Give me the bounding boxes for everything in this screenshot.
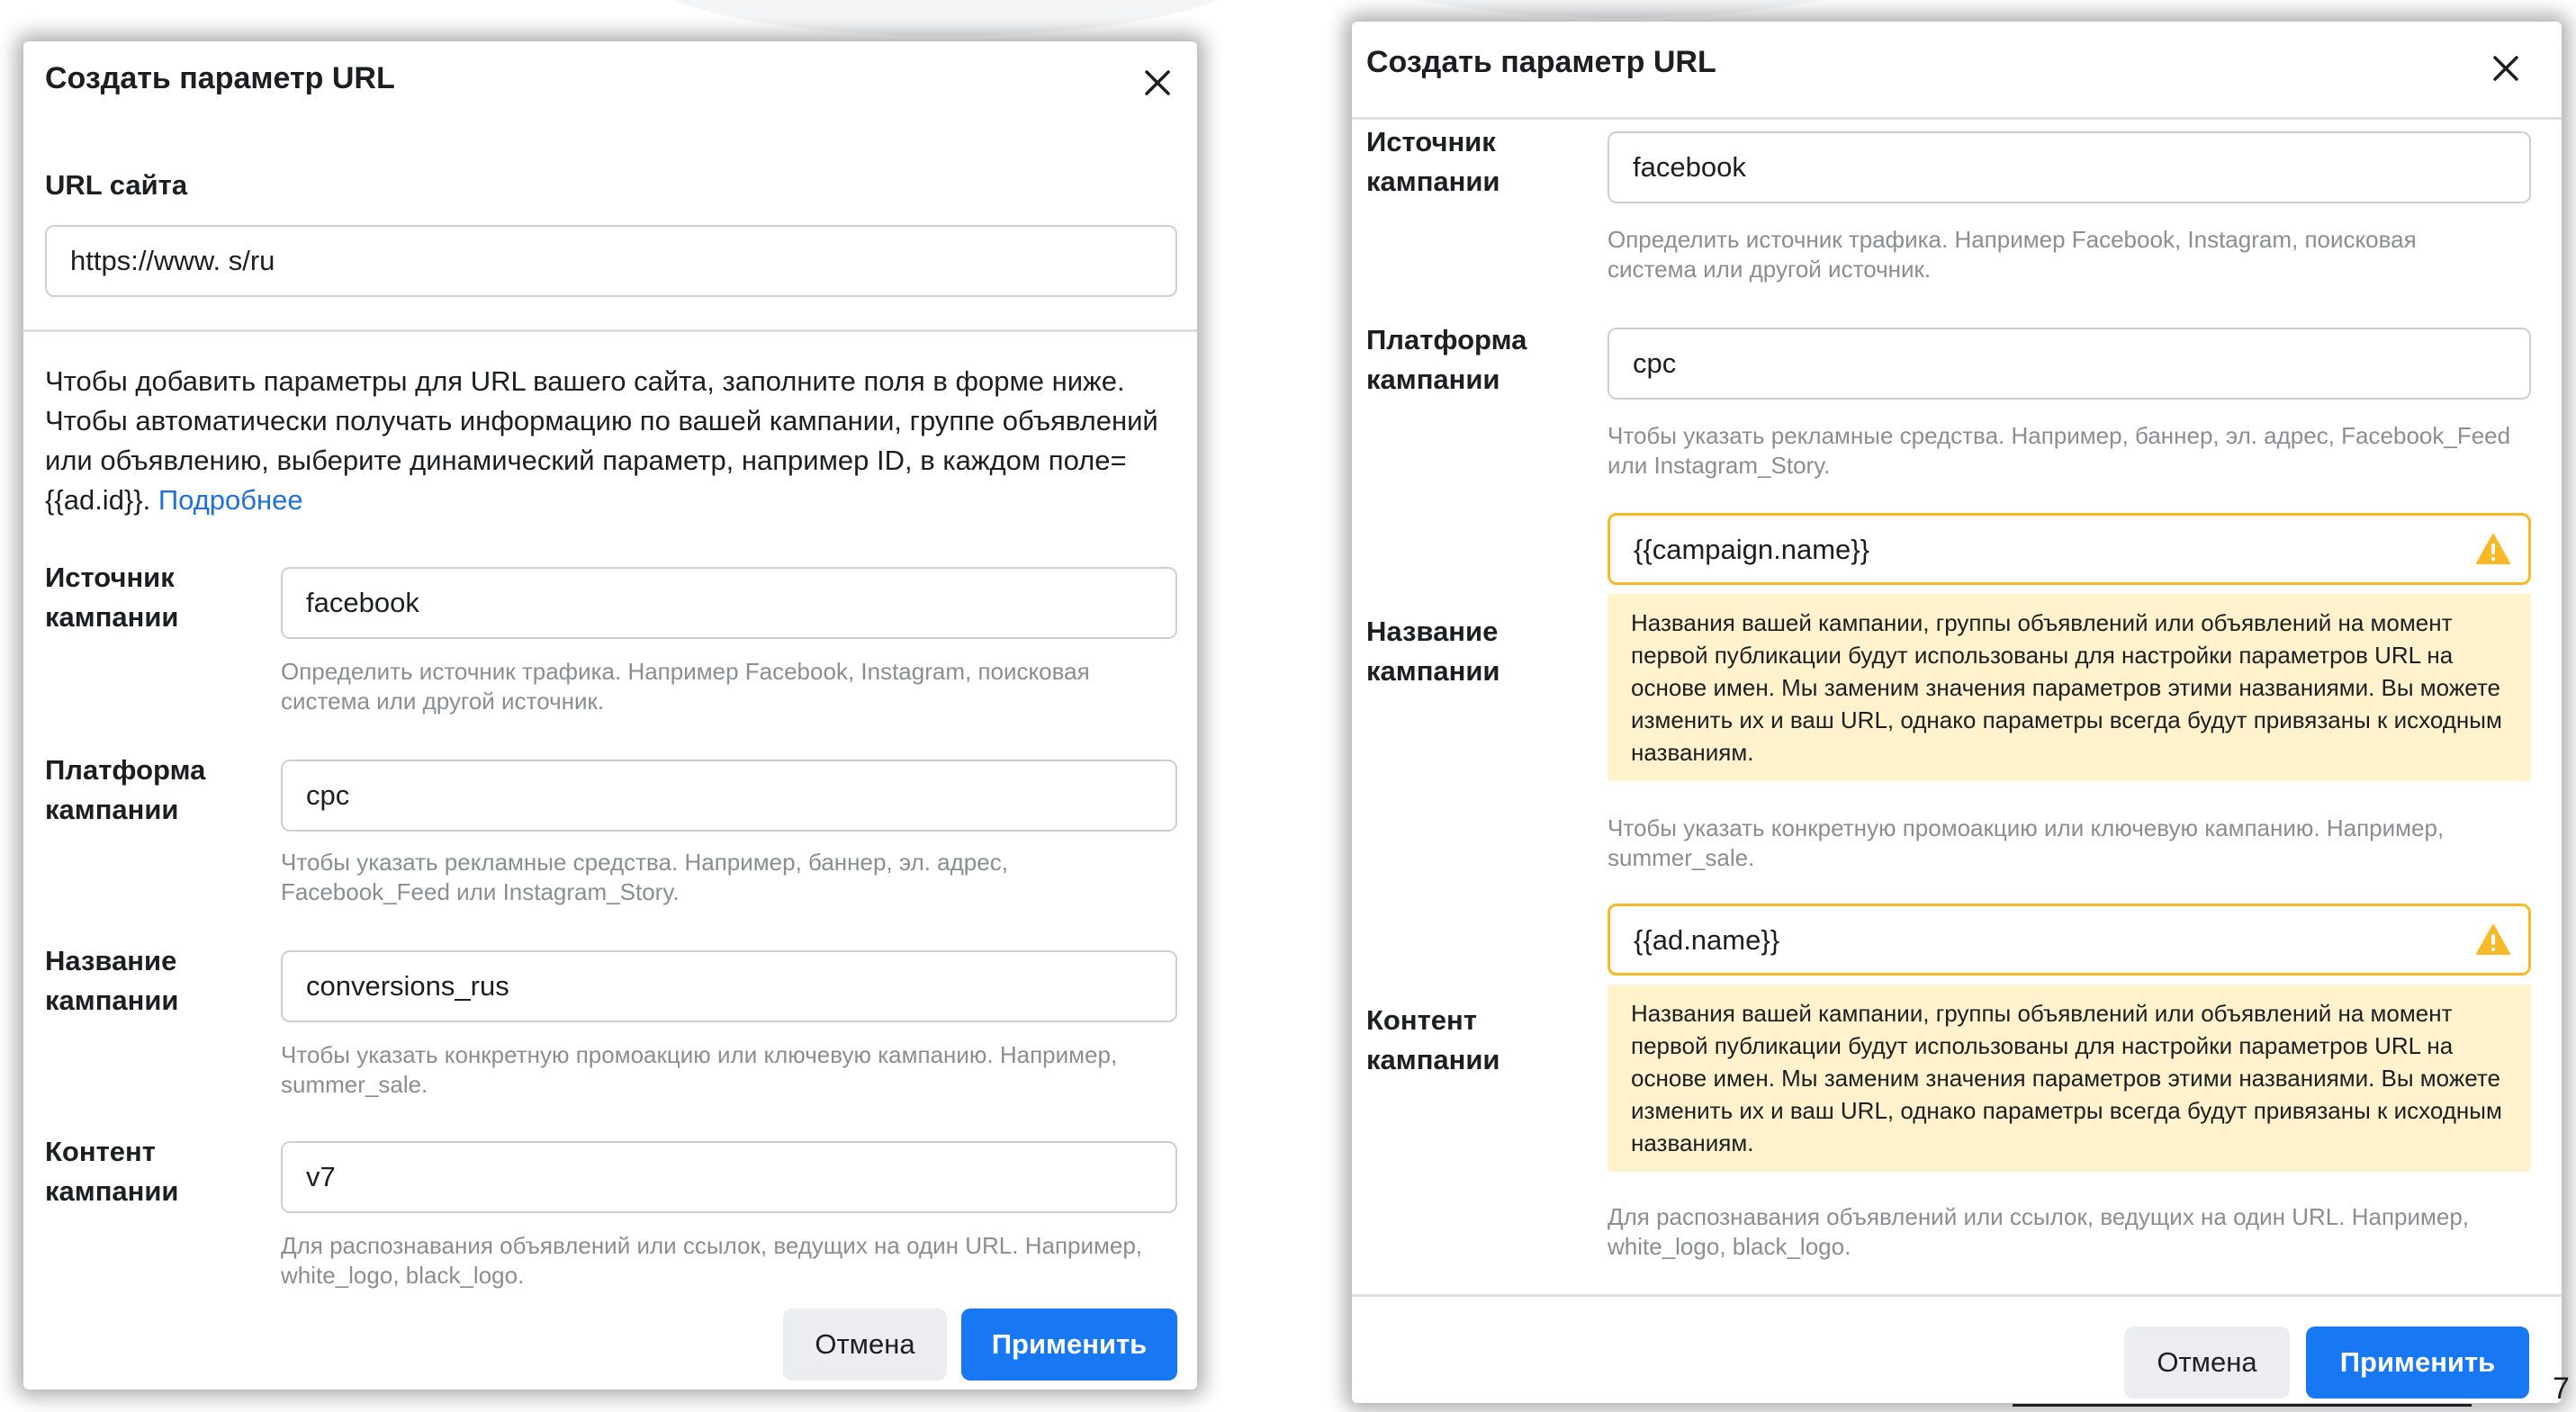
label-line: Источник [45,562,175,593]
apply-button[interactable]: Применить [2306,1327,2529,1399]
label-line: Источник [1366,126,1496,157]
campaign-name-hint: Чтобы указать конкретную промоакцию или ключевую кампанию. Например, summer_sale. [281,1041,1118,1098]
label-line: кампании [1366,364,1500,395]
campaign-source-hint: Определить источник трафика. Например Facebook, Instagram, поисковая система или другой источник. [281,658,1090,715]
label-line: Платформа [1366,324,1527,355]
campaign-medium-hint: Чтобы указать рекламные средства. Например, баннер, эл. адрес, Facebook_Feed или Instagram_Story. [1608,422,2511,479]
background-shape [1350,0,1890,18]
label-line: кампании [45,985,179,1016]
cancel-button[interactable]: Отмена [2124,1327,2290,1399]
campaign-medium-label [1366,320,1527,400]
campaign-name-hint: Чтобы указать конкретную промоакцию или ключевую кампанию. Например, summer_sale. [1608,814,2445,871]
label-line: кампании [1366,166,1500,197]
campaign-medium-input[interactable]: cpc [281,760,1177,832]
campaign-name-input[interactable]: conversions_rus [281,950,1177,1022]
campaign-content-label [45,1132,179,1211]
campaign-medium-hint: Чтобы указать рекламные средства. Например, баннер, эл. адрес, Facebook_Feed или Instagram_Story. [281,849,1008,905]
label-line: Контент [45,1136,156,1167]
campaign-source-input[interactable]: facebook [281,567,1177,639]
cancel-button[interactable]: Отмена [783,1309,947,1381]
campaign-medium-input[interactable]: cpc [1608,328,2531,400]
campaign-content-hint: Для распознавания объявлений или ссылок, ведущих на один URL. Например, white_logo, black_logo. [281,1232,1143,1289]
intro-body: Чтобы добавить параметры для URL вашего сайта, заполните поля в форме ниже. Чтобы автоматически получать информацию по вашей кампании, группе объявлений или объявлению, выберите динамический параметр, например ID, в каждом поле= {{ad.id}}. [45,365,1158,516]
divider [1352,117,2562,120]
label-line: кампании [45,794,179,825]
campaign-name-input[interactable]: {{campaign.name}} [1608,513,2531,585]
campaign-content-dynamic-note: Названия вашей кампании, группы объявлений или объявлений на момент первой публикации будут использованы для настройки параметров URL на основе имен. Мы заменим значения параметров этими названиями. Вы можете изменить их и ваш URL, однако параметры всегда будут привязаны к исходным названиям. [1608,985,2531,1172]
campaign-medium-label [45,751,205,830]
divider [23,329,1197,332]
dialog-title: Создать параметр URL [1366,45,1716,79]
dialog-title: Создать параметр URL [45,61,395,95]
campaign-source-label [1366,122,1500,202]
intro-text [45,362,1170,520]
label-line: кампании [1366,1044,1500,1075]
campaign-content-label [1366,1001,1500,1080]
campaign-name-dynamic-note: Названия вашей кампании, группы объявлений или объявлений на момент первой публикации будут использованы для настройки параметров URL на основе имен. Мы заменим значения параметров этими названиями. Вы можете изменить их и ваш URL, однако параметры всегда будут привязаны к исходным названиям. [1608,594,2531,781]
underline-fragment [2013,1404,2472,1407]
page-number: 7 [2553,1372,2570,1406]
campaign-content-hint: Для распознавания объявлений или ссылок, ведущих на один URL. Например, white_logo, black_logo. [1608,1203,2470,1260]
url-label: URL сайта [45,169,188,201]
label-line: кампании [45,1175,179,1207]
label-line: Платформа [45,754,206,786]
campaign-source-input[interactable]: facebook [1608,131,2531,203]
campaign-source-label [45,558,179,637]
label-line: Название [45,945,177,976]
campaign-content-input[interactable]: v7 [281,1141,1177,1213]
close-icon[interactable] [1138,63,1177,103]
create-url-parameter-dialog-left [23,41,1197,1390]
label-line: Название [1366,616,1499,647]
learn-more-link[interactable]: Подробнее [158,484,303,516]
close-icon[interactable] [2486,49,2526,88]
url-input[interactable]: https://www. s/ru [45,225,1177,297]
background-shape [630,0,1260,36]
create-url-parameter-dialog-right [1352,22,2562,1403]
campaign-name-label [1366,612,1500,691]
label-line: Контент [1366,1004,1477,1036]
campaign-content-input[interactable]: {{ad.name}} [1608,904,2531,976]
apply-button[interactable]: Применить [961,1309,1177,1381]
campaign-name-label [45,941,179,1021]
warning-icon [2475,533,2511,565]
label-line: кампании [1366,655,1500,687]
label-line: кампании [45,601,179,633]
warning-icon [2475,923,2511,956]
campaign-source-hint: Определить источник трафика. Например Facebook, Instagram, поисковая система или другой источник. [1608,226,2417,283]
divider [1352,1294,2562,1297]
